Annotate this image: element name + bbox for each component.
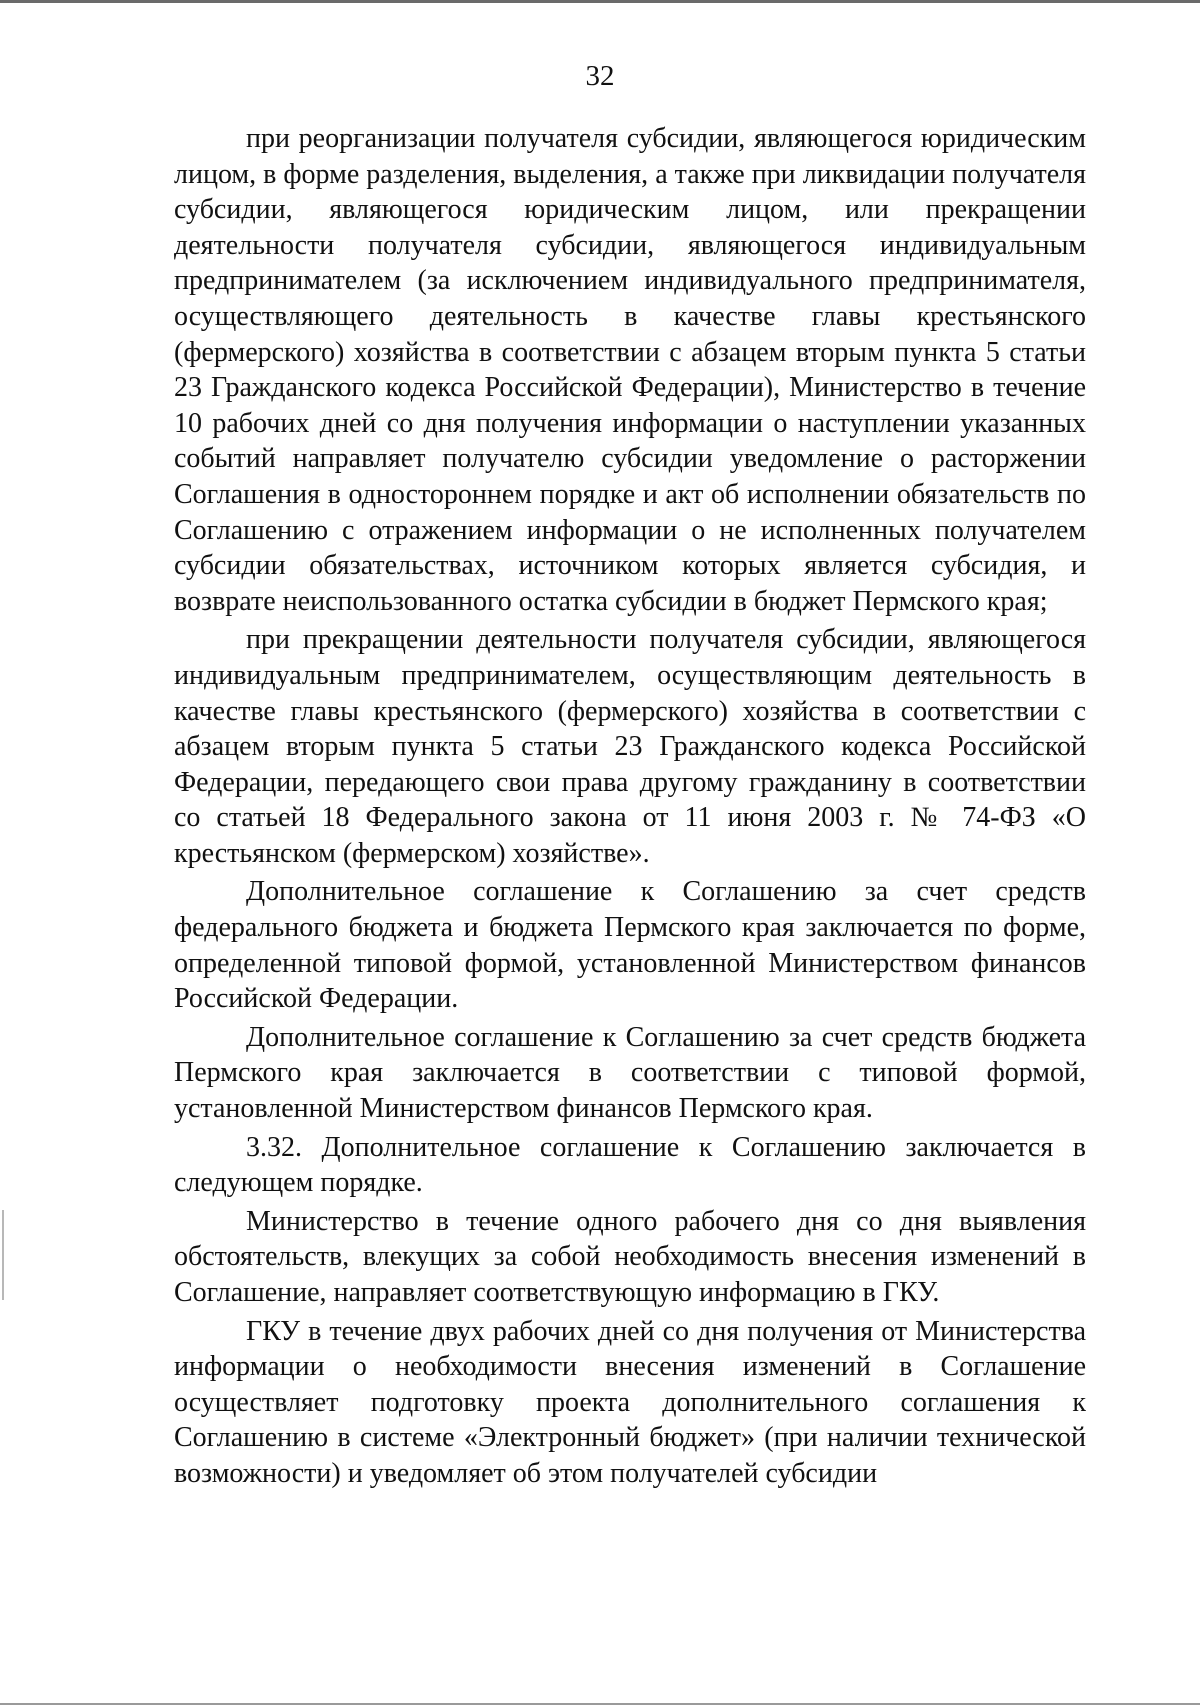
paragraph-termination-farm: при прекращении деятельности получателя субсидии, являющегося индивидуальным предпринимателем, осуществляющим деятельность в качестве главы крестьянского (фермерского) хозяйства в соответствии с абзацем вторым пункта 5 статьи 23 Гражданского кодекса Российской Федерации, передающего свои права другому гражданину в соответствии со статьей 18 Федерального закона от 11 июня 2003 г. № 74-ФЗ «О крестьянском (фермерском) хозяйстве». (174, 624, 1086, 869)
paragraph-ministry-notice: Министерство в течение одного рабочего дня со дня выявления обстоятельств, влекущих за собой необходимость внесения изменений в Соглашение, направляет соответствующую информацию в ГКУ. (174, 1205, 1086, 1308)
paragraph-reorganization: при реорганизации получателя субсидии, являющегося юридическим лицом, в форме разделения, выделения, а также при ликвидации получателя субсидии, являющегося юридическим лицом, или прекращении деятельности получателя субсидии, являющегося индивидуальным предпринимателем (за исключением индивидуального предпринимателя, осуществляющего деятельность в качестве главы крестьянского (фермерского) хозяйства в соответствии с абзацем вторым пункта 5 статьи 23 Гражданского кодекса Российской Федерации), Министерство в течение 10 рабочих дней со дня получения информации о наступлении указанных событий направляет получателю субсидии уведомление о расторжении Соглашения в одностороннем порядке и акт об исполнении обязательств по Соглашению с отражением информации о не исполненных получателем субсидии обязательствах, источником которых является субсидия, и возврате неиспользованного остатка субсидии в бюджет Пермского края; (174, 123, 1086, 617)
scan-edge-top (0, 0, 1200, 3)
document-body (174, 121, 1086, 1495)
paragraph-gku-preparation: ГКУ в течение двух рабочих дней со дня получения от Министерства информации о необходимости внесения изменений в Соглашение осуществляет подготовку проекта дополнительного соглашения к Соглашению в системе «Электронный бюджет» (при наличии технической возможности) и уведомляет об этом получателей субсидии (174, 1315, 1086, 1489)
paragraph-regional-budget-agreement: Дополнительное соглашение к Соглашению за счет средств бюджета Пермского края заключается в соответствии с типовой формой, установленной Министерством финансов Пермского края. (174, 1021, 1086, 1125)
scan-edge-left (2, 1210, 4, 1300)
page-number: 32 (585, 60, 615, 92)
paragraph-federal-budget-agreement: Дополнительное соглашение к Соглашению за счет средств федерального бюджета и бюджета Пермского края заключается по форме, определенной типовой формой, установленной Министерством финансов Российской Федерации. (174, 876, 1086, 1015)
paragraph-section-3-32: 3.32. Дополнительное соглашение к Соглашению заключается в следующем порядке. (174, 1131, 1086, 1199)
